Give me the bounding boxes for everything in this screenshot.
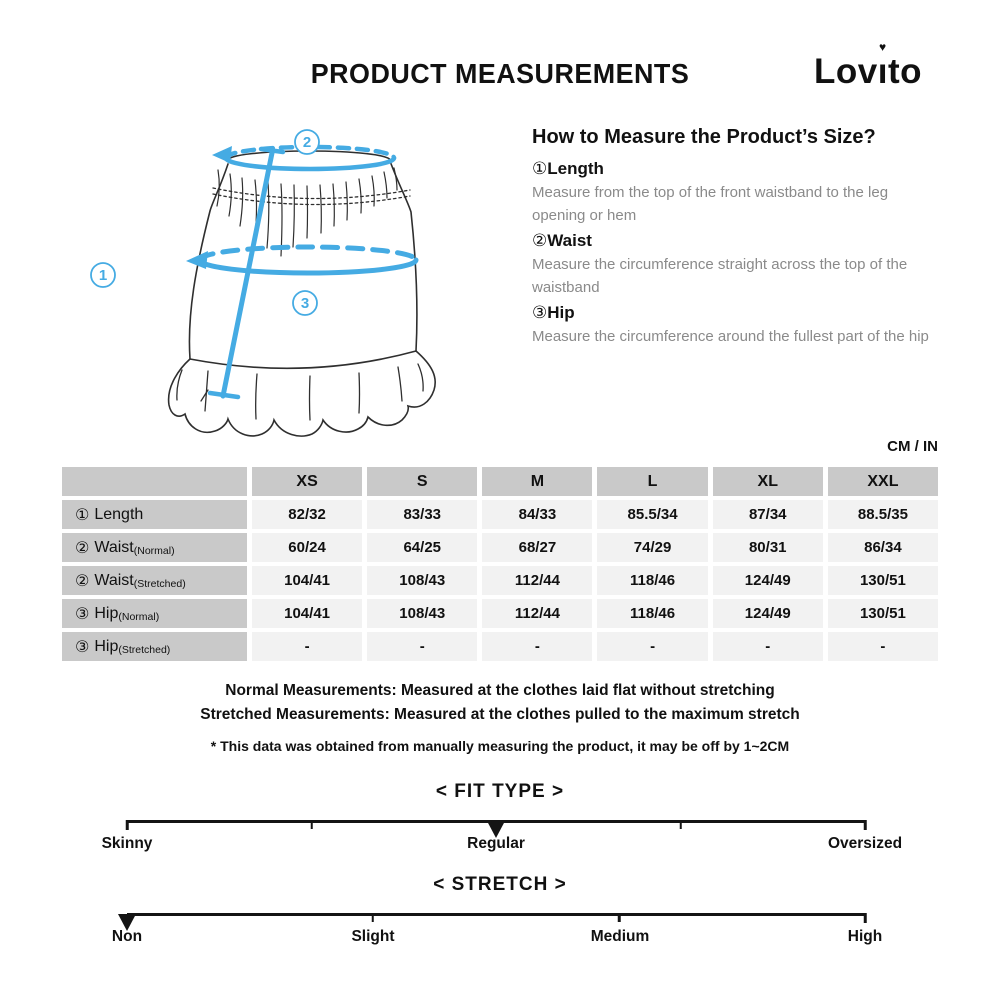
table-size-header: S: [367, 467, 477, 496]
table-size-header: M: [482, 467, 592, 496]
table-value-cell: 60/24: [252, 533, 362, 562]
waist-arrow-icon: [212, 146, 232, 163]
heart-icon: ♥: [879, 40, 887, 54]
table-value-cell: 130/51: [828, 599, 938, 628]
table-value-cell: 83/33: [367, 500, 477, 529]
stretch-label-slight: Slight: [351, 928, 395, 945]
table-value-cell: -: [828, 632, 938, 661]
table-value-cell: 112/44: [482, 599, 592, 628]
fit-type-label-regular: Regular: [467, 835, 525, 852]
scale-line: [127, 913, 865, 916]
scale-tick: [372, 913, 375, 922]
guide-item-hip: ③Hip: [532, 303, 575, 322]
scale-tick: [679, 820, 682, 829]
note-stretched: Stretched Measurements: Measured at the clothes pulled to the maximum stretch: [200, 706, 800, 723]
table-value-cell: 130/51: [828, 566, 938, 595]
scale-end-cap: [126, 820, 129, 830]
table-value-cell: 108/43: [367, 599, 477, 628]
guide-item-length: ①Length: [532, 159, 604, 178]
table-value-cell: 108/43: [367, 566, 477, 595]
table-corner-cell: [62, 467, 247, 496]
size-table: [62, 467, 938, 661]
brand-logo-text-c: to: [887, 52, 923, 91]
table-value-cell: -: [252, 632, 362, 661]
scale-tick: [310, 820, 313, 829]
table-value-cell: -: [482, 632, 592, 661]
measure-guide: [532, 126, 940, 352]
table-value-cell: -: [597, 632, 707, 661]
fit-type-label-skinny: Skinny: [101, 835, 153, 852]
table-value-cell: -: [367, 632, 477, 661]
table-value-cell: 112/44: [482, 566, 592, 595]
table-value-cell: 118/46: [597, 599, 707, 628]
page-title: PRODUCT MEASUREMENTS: [310, 58, 690, 89]
table-row-label: ② Waist (Stretched): [62, 566, 247, 595]
table-row-label: ③ Hip (Stretched): [62, 632, 247, 661]
disclaimer-note: * This data was obtained from manually measuring the product, it may be off by 1~2CM: [210, 738, 790, 754]
stretch-title: < STRETCH >: [433, 874, 567, 895]
table-value-cell: 124/49: [713, 566, 823, 595]
table-row-label: ② Waist (Normal): [62, 533, 247, 562]
table-value-cell: 84/33: [482, 500, 592, 529]
measure-guide-heading: How to Measure the Product’s Size?: [532, 126, 876, 148]
table-value-cell: 104/41: [252, 566, 362, 595]
guide-item-waist-desc: Measure the circumference straight across the top of the waistband: [532, 256, 908, 296]
guide-item-length-desc: Measure from the top of the front waistband to the leg opening or hem: [532, 184, 889, 224]
table-value-cell: 64/25: [367, 533, 477, 562]
measurement-notes: [0, 679, 1000, 727]
table-size-header: XXL: [828, 467, 938, 496]
table-size-header: XS: [252, 467, 362, 496]
table-value-cell: 82/32: [252, 500, 362, 529]
brand-logo-text-a: Lov: [814, 52, 878, 91]
brand-logo-i: ı ♥: [877, 40, 888, 91]
fit-type-title: < FIT TYPE >: [435, 781, 565, 802]
scale-end-cap: [864, 913, 867, 923]
scale-end-cap: [864, 820, 867, 830]
table-size-header: L: [597, 467, 707, 496]
callout-3: 3: [300, 295, 310, 312]
table-row-label: ③ Hip (Normal): [62, 599, 247, 628]
skirt-measurement-diagram: [60, 118, 520, 466]
stretch-label-medium: Medium: [590, 928, 650, 945]
guide-item-hip-desc: Measure the circumference around the fullest part of the hip: [532, 328, 929, 345]
brand-logo: [814, 40, 923, 92]
table-value-cell: 86/34: [828, 533, 938, 562]
stretch-label-non: Non: [111, 928, 143, 945]
table-value-cell: 118/46: [597, 566, 707, 595]
stretch-label-high: High: [847, 928, 883, 945]
guide-item-waist: ②Waist: [532, 231, 592, 250]
units-label: CM / IN: [887, 438, 938, 455]
fit-type-label-oversized: Oversized: [827, 835, 903, 852]
table-value-cell: -: [713, 632, 823, 661]
table-value-cell: 85.5/34: [597, 500, 707, 529]
note-normal: Normal Measurements: Measured at the clothes laid flat without stretching: [225, 682, 775, 699]
table-value-cell: 124/49: [713, 599, 823, 628]
table-value-cell: 87/34: [713, 500, 823, 529]
table-value-cell: 80/31: [713, 533, 823, 562]
stretch-scale: [127, 913, 865, 935]
table-value-cell: 88.5/35: [828, 500, 938, 529]
callout-2: 2: [302, 134, 312, 151]
callout-1: 1: [98, 267, 108, 284]
table-size-header: XL: [713, 467, 823, 496]
table-value-cell: 74/29: [597, 533, 707, 562]
table-value-cell: 104/41: [252, 599, 362, 628]
scale-tick: [618, 913, 621, 922]
table-row-label: ① Length: [62, 500, 247, 529]
table-value-cell: 68/27: [482, 533, 592, 562]
